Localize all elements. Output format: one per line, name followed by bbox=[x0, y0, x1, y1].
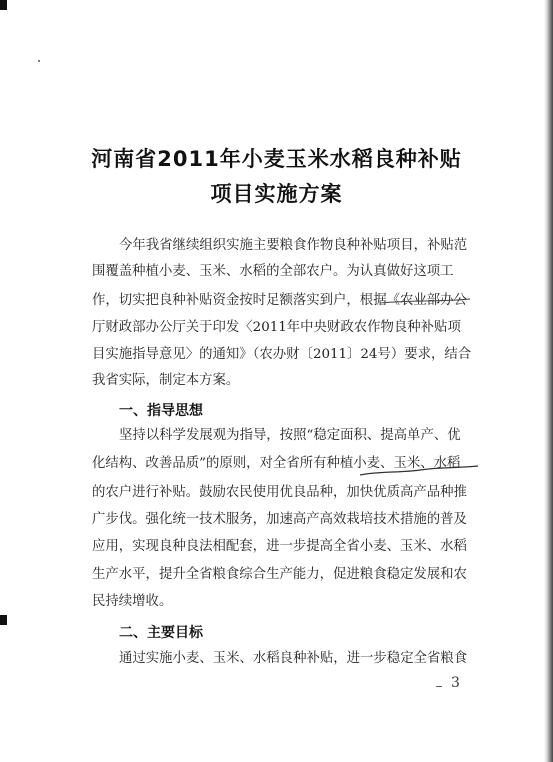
intro-line: 今年我省继续组织实施主要粮食作物良种补贴项目，补贴范 bbox=[119, 238, 468, 253]
section1-line: 的农户进行补贴。鼓励农民使用优良品种，加快优质高产品种推 bbox=[92, 485, 467, 500]
intro-line: 作，切实把良种补贴资金按时足额落实到户，根据《农业部办公 bbox=[92, 293, 467, 308]
intro-line: 厅财政部办公厅关于印发〈2011年中央财政农作物良种补贴项 bbox=[92, 320, 461, 335]
intro-line: 目实施指导意见〉的通知》（农办财〔2011〕24号）要求，结合 bbox=[92, 347, 472, 362]
pen-underline-mark bbox=[380, 299, 470, 303]
section1-line: 应用，实现良种良法相配套，进一步提高全省小麦、玉米、水稻 bbox=[92, 539, 467, 554]
section2-line: 通过实施小麦、玉米、水稻良种补贴，进一步稳定全省粮食 bbox=[119, 651, 468, 666]
section1-line: 生产水平，提升全省粮食综合生产能力，促进粮食稳定发展和农 bbox=[92, 567, 467, 582]
section1-line: 化结构、改善品质”的原则，对全省所有种植小麦、玉米、水稻 bbox=[92, 456, 461, 471]
intro-line: 我省实际，制定本方案。 bbox=[92, 373, 240, 388]
scan-speck bbox=[38, 60, 40, 62]
section1-line: 广步伐。强化统一技术服务，加速高产高效栽培技术措施的普及 bbox=[92, 512, 467, 527]
section-heading-guiding-principle: 一、指导思想 bbox=[119, 403, 203, 419]
section1-line: 坚持以科学发展观为指导，按照“稳定面积、提高单产、优 bbox=[119, 428, 461, 443]
section-heading-main-goals: 二、主要目标 bbox=[119, 625, 203, 641]
pen-underline-mark bbox=[360, 466, 478, 475]
page-number: 3 bbox=[451, 675, 460, 691]
scan-speck bbox=[436, 686, 442, 687]
section1-line: 民持续增收。 bbox=[92, 594, 173, 609]
document-title-line2: 项目实施方案 bbox=[210, 182, 343, 206]
document-title-line1: 河南省2011年小麦玉米水稻良种补贴 bbox=[91, 147, 462, 171]
intro-line: 围覆盖种植小麦、玉米、水稻的全部农户。为认真做好这项工 bbox=[92, 264, 454, 279]
